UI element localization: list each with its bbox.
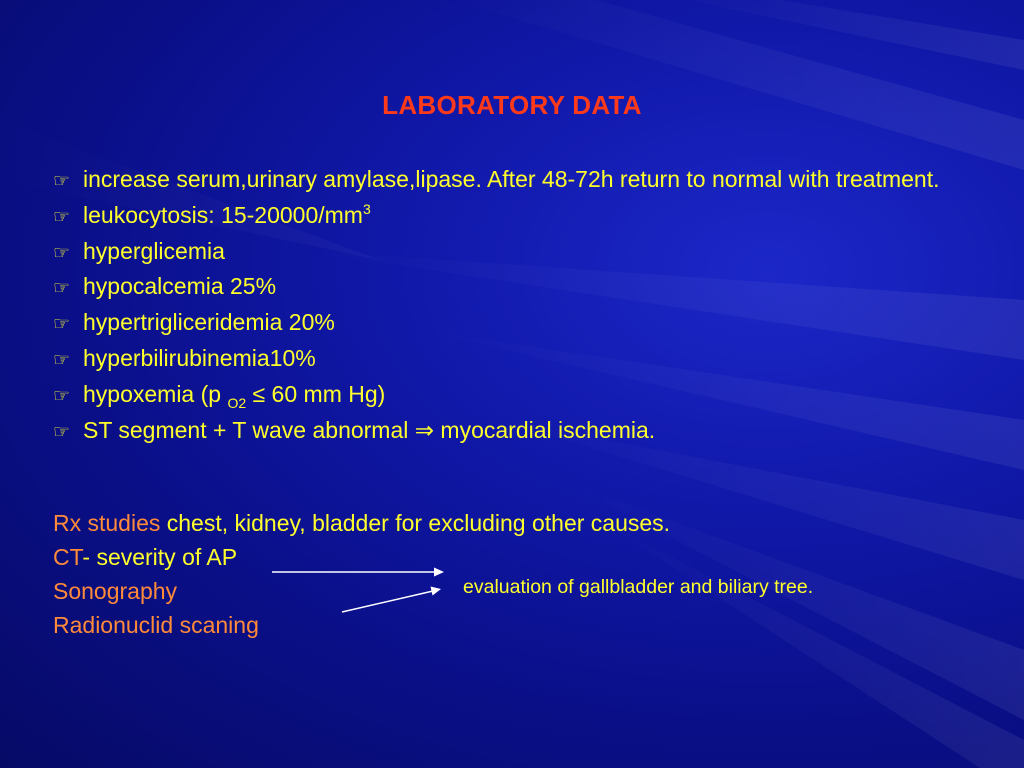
rx-studies-line (53, 506, 993, 540)
ct-line (53, 540, 993, 574)
pointing-hand-icon: ☞ (53, 385, 71, 407)
list-item (53, 199, 993, 235)
evaluation-text: evaluation of gallbladder and biliary tree. (463, 576, 814, 598)
list-item (53, 235, 993, 271)
lab-findings-list (53, 163, 993, 449)
bullet-text: hypocalcemia 25% (83, 273, 277, 300)
bullet-text: ST segment + T wave abnormal (83, 416, 415, 443)
pointing-hand-icon: ☞ (53, 314, 71, 336)
ct-text: - severity of AP (82, 544, 238, 570)
pointing-hand-icon: ☞ (53, 171, 71, 192)
bullet-text: myocardial ischemia. (434, 416, 656, 443)
pointing-hand-icon: ☞ (53, 206, 71, 228)
imaging-studies (53, 506, 993, 642)
bullet-text: ≤ 60 mm Hg) (246, 380, 386, 407)
list-item (53, 342, 993, 378)
subscript: O2 (227, 394, 247, 411)
pointing-hand-icon: ☞ (53, 242, 71, 264)
bullet-text: leukocytosis: 15-20000/mm (83, 201, 363, 228)
superscript: 3 (362, 200, 371, 217)
rx-label: Rx studies (53, 510, 161, 536)
list-item (53, 270, 993, 306)
implies-arrow-icon: ⇒ (414, 416, 435, 443)
list-item (53, 163, 993, 199)
rx-text: chest, kidney, bladder for excluding other causes. (160, 510, 671, 536)
bullet-text: hyperbilirubinemia10% (83, 344, 316, 371)
list-item (53, 414, 993, 450)
bullet-text: hypoxemia (p (83, 380, 228, 407)
list-item (53, 378, 993, 414)
bullet-text: hypertrigliceridemia 20% (83, 309, 335, 336)
ct-label: CT (53, 544, 83, 570)
bullet-text: increase serum,urinary amylase,lipase. After 48-72h return to normal with treatment. (83, 166, 940, 192)
slide-title: LABORATORY DATA (382, 90, 642, 120)
list-item (53, 306, 993, 342)
radionuclid-line (53, 608, 993, 642)
pointing-hand-icon: ☞ (53, 278, 71, 300)
pointing-hand-icon: ☞ (53, 421, 71, 443)
bullet-text: hyperglicemia (83, 237, 225, 264)
sonography-label: Sonography (53, 578, 178, 604)
pointing-hand-icon: ☞ (53, 349, 71, 371)
radionuclid-label: Radionuclid scaning (53, 612, 259, 638)
